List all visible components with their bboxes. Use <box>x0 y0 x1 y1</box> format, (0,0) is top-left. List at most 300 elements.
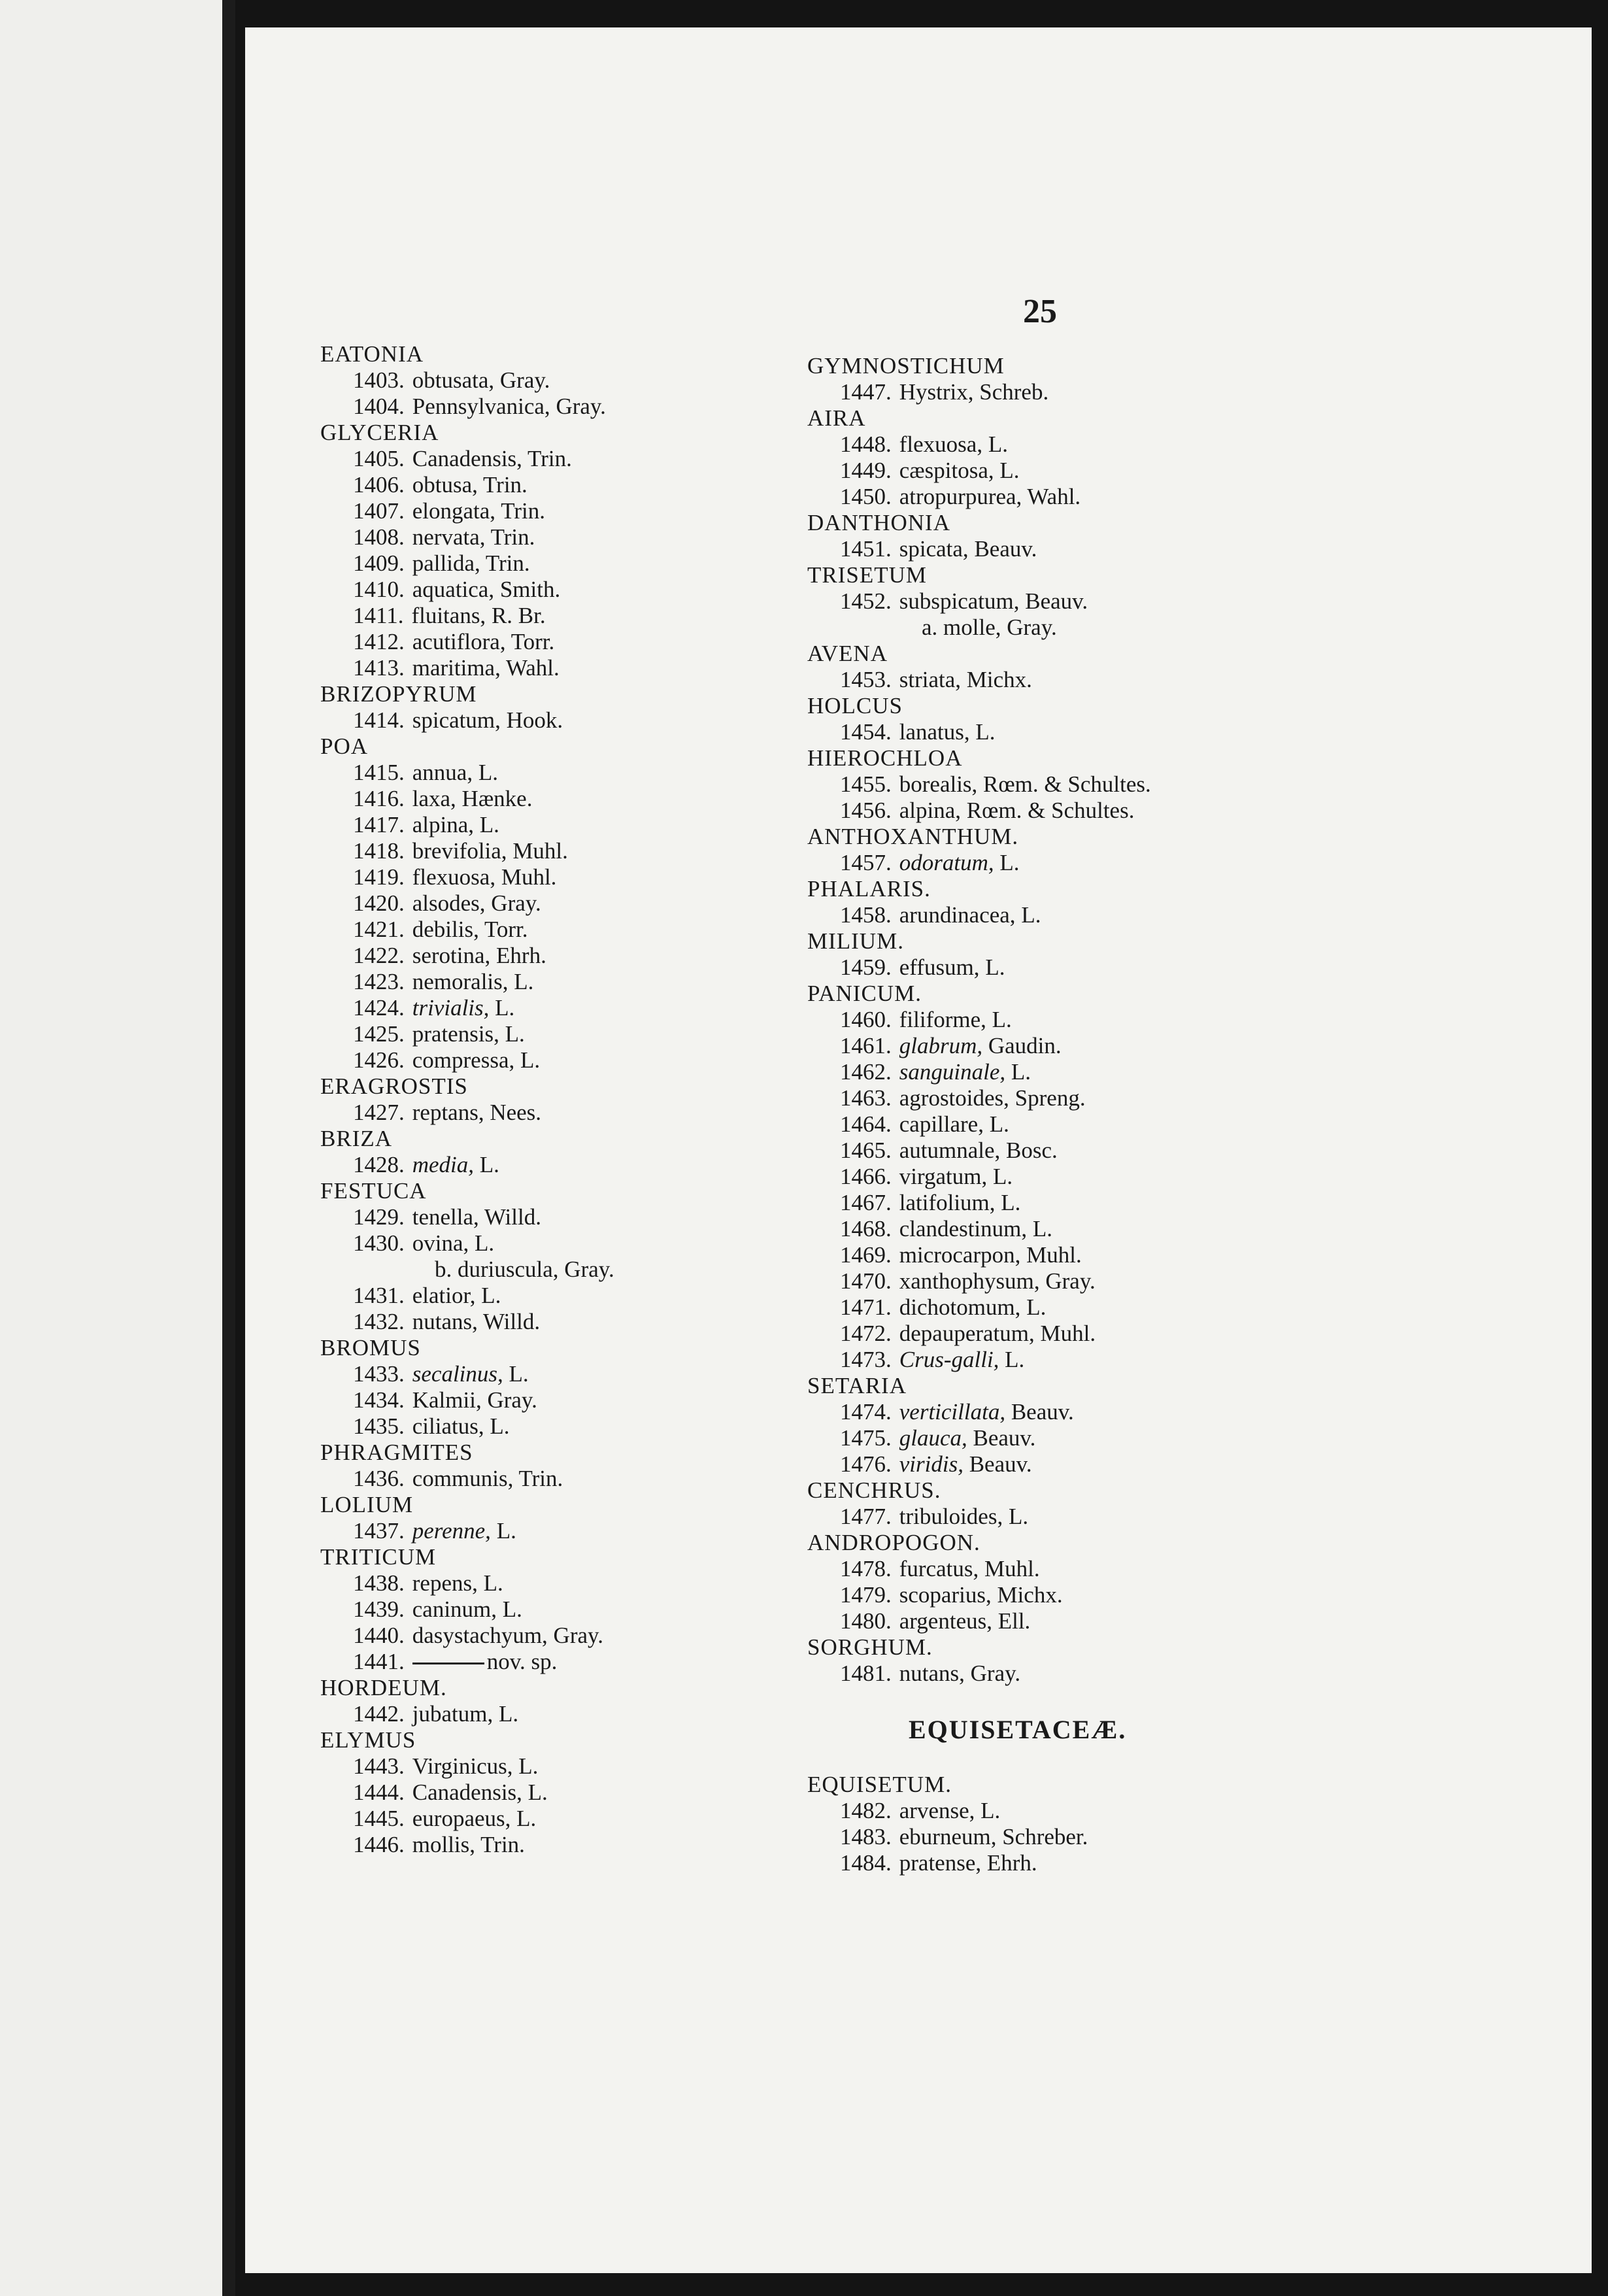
species-entry <box>807 1138 1559 1164</box>
entry-number: 1421. <box>353 917 405 942</box>
entry-number: 1410. <box>353 577 405 602</box>
species-name: alpina, <box>412 812 475 837</box>
species-authority: Bosc. <box>1006 1138 1058 1163</box>
species-authority: Nees. <box>490 1100 542 1125</box>
species-name: maritima, <box>412 655 501 681</box>
species-name: spicatum, <box>412 707 501 733</box>
species-entry <box>807 431 1559 458</box>
entry-number: 1461. <box>840 1033 892 1058</box>
entry-number: 1453. <box>840 667 892 692</box>
species-authority: Muhl. <box>512 838 568 864</box>
entry-number: 1473. <box>840 1347 892 1372</box>
entry-number: 1448. <box>840 431 892 457</box>
species-authority: L. <box>985 954 1005 980</box>
entry-number: 1463. <box>840 1085 892 1111</box>
species-name: secalinus, <box>412 1361 503 1387</box>
species-entry <box>807 902 1559 928</box>
species-name: tribuloides, <box>899 1504 1003 1529</box>
entry-number: 1417. <box>353 812 405 837</box>
species-name: arundinacea, <box>899 902 1016 928</box>
entry-number: 1447. <box>840 379 892 405</box>
species-authority: Beauv. <box>974 536 1037 562</box>
species-authority: Torr. <box>484 917 528 942</box>
entry-number: 1430. <box>353 1230 405 1256</box>
entry-number: 1470. <box>840 1268 892 1294</box>
species-authority: Gray. <box>487 1387 537 1413</box>
species-authority: Gray. <box>564 1257 614 1282</box>
species-name: Canadensis, <box>412 1780 522 1805</box>
species-authority: Gray. <box>556 394 606 419</box>
species-entry <box>807 458 1559 484</box>
species-name: striata, <box>899 667 962 692</box>
species-authority: L. <box>516 1806 537 1831</box>
entry-number: 1443. <box>353 1753 405 1779</box>
species-authority: L. <box>475 1230 495 1256</box>
species-name: nutans, <box>899 1661 965 1686</box>
genus-heading: POA <box>320 734 369 759</box>
species-entry <box>807 1824 1559 1850</box>
entry-number: 1423. <box>353 969 405 994</box>
entry-number: 1464. <box>840 1111 892 1137</box>
species-entry <box>807 1190 1559 1216</box>
species-name: compressa, <box>412 1047 515 1073</box>
entry-number: 1415. <box>353 760 405 785</box>
species-entry <box>807 1268 1559 1294</box>
entry-number: 1408. <box>353 524 405 550</box>
species-name: jubatum, <box>412 1701 494 1727</box>
species-name: lanatus, <box>899 719 970 745</box>
entry-number: 1441. <box>353 1649 405 1674</box>
entry-number: 1475. <box>840 1425 892 1451</box>
species-name: nemoralis, <box>412 969 509 994</box>
species-authority: L. <box>1011 1059 1031 1085</box>
species-name: glauca, <box>899 1425 967 1451</box>
species-name: pratensis, <box>412 1021 499 1047</box>
entry-number: 1482. <box>840 1798 892 1823</box>
entry-number: 1438. <box>353 1570 405 1596</box>
family-heading: EQUISETACEÆ. <box>909 1715 1127 1744</box>
genus-heading: TRITICUM <box>320 1544 437 1570</box>
species-entry <box>807 1294 1559 1321</box>
species-authority: L. <box>495 995 515 1021</box>
genus-heading: BRIZOPYRUM <box>320 681 477 707</box>
entry-number: 1478. <box>840 1556 892 1581</box>
entry-number: 1409. <box>353 550 405 576</box>
species-authority: L. <box>1026 1294 1047 1320</box>
species-authority: Muhl. <box>501 864 557 890</box>
species-name: viridis, <box>899 1451 963 1477</box>
entry-number: 1405. <box>353 446 405 471</box>
ditto-dash <box>412 1663 484 1664</box>
facing-page <box>0 0 222 2296</box>
species-name: verticillata, <box>899 1399 1006 1425</box>
species-name: elongata, <box>412 498 496 524</box>
species-entry <box>807 1347 1559 1373</box>
species-entry <box>807 484 1559 510</box>
entry-number: 1433. <box>353 1361 405 1387</box>
species-name: europaeus, <box>412 1806 511 1831</box>
genus-heading: FESTUCA <box>320 1178 427 1204</box>
species-entry <box>807 667 1559 693</box>
entry-number: 1425. <box>353 1021 405 1047</box>
species-name: repens, <box>412 1570 478 1596</box>
species-name: mollis, <box>412 1832 476 1857</box>
species-authority: L. <box>1001 1190 1021 1215</box>
entry-number: 1431. <box>353 1283 405 1308</box>
species-entry <box>807 1242 1559 1268</box>
species-name: pallida, <box>412 550 480 576</box>
species-name: cæspitosa, <box>899 458 994 483</box>
species-authority: Muhl. <box>1026 1242 1082 1268</box>
species-name: xanthophysum, <box>899 1268 1040 1294</box>
species-entry <box>807 1216 1559 1242</box>
entry-number: 1481. <box>840 1661 892 1686</box>
species-authority: R. Br. <box>491 603 546 628</box>
species-name: clandestinum, <box>899 1216 1028 1241</box>
species-name: sanguinale, <box>899 1059 1006 1085</box>
species-authority: L. <box>992 1007 1012 1032</box>
species-name: eburneum, <box>899 1824 997 1849</box>
species-entry <box>807 1425 1559 1451</box>
entry-number: 1445. <box>353 1806 405 1831</box>
genus-heading: HORDEUM. <box>320 1675 447 1700</box>
species-entry <box>807 1085 1559 1111</box>
genus-heading: PANICUM. <box>807 981 922 1006</box>
species-authority: Trin. <box>480 1832 525 1857</box>
genus-heading: DANTHONIA <box>807 510 950 535</box>
species-authority: Schreb. <box>979 379 1049 405</box>
species-authority: Muhl. <box>1040 1321 1096 1346</box>
genus-heading: GYMNOSTICHUM <box>807 353 1005 379</box>
species-authority: Wahl. <box>1027 484 1081 509</box>
entry-number: 1472. <box>840 1321 892 1346</box>
species-authority: L. <box>1005 1347 1025 1372</box>
genus-heading: SORGHUM. <box>807 1634 933 1660</box>
species-authority: Trin. <box>518 1466 563 1491</box>
genus-heading: AIRA <box>807 405 866 431</box>
species-authority: L. <box>498 1701 519 1727</box>
species-authority: Trin. <box>485 550 530 576</box>
species-name: dasystachyum, <box>412 1623 548 1648</box>
species-authority: L. <box>520 1047 541 1073</box>
entry-number: 1460. <box>840 1007 892 1032</box>
species-authority: Gray. <box>970 1661 1021 1686</box>
entry-number: 1477. <box>840 1504 892 1529</box>
species-entry <box>807 719 1559 745</box>
species-authority: Hook. <box>506 707 563 733</box>
species-name: arvense, <box>899 1798 975 1823</box>
entry-number: 1446. <box>353 1832 405 1857</box>
species-name: microcarpon, <box>899 1242 1021 1268</box>
species-authority: L. <box>1021 902 1041 928</box>
species-authority: Beauv. <box>973 1425 1036 1451</box>
species-name: Crus-galli, <box>899 1347 999 1372</box>
genus-heading: ELYMUS <box>320 1727 416 1753</box>
species-authority: L. <box>992 1164 1013 1189</box>
species-name: obtusa, <box>412 472 478 498</box>
genus-heading: PHRAGMITES <box>320 1440 473 1465</box>
species-name: ciliatus, <box>412 1413 484 1439</box>
species-authority: Gray. <box>553 1623 603 1648</box>
entry-number: 1436. <box>353 1466 405 1491</box>
entry-number: 1416. <box>353 786 405 811</box>
species-authority: Beauv. <box>969 1451 1032 1477</box>
species-authority: Torr. <box>511 629 555 654</box>
variety-entry <box>807 615 1559 641</box>
species-entry <box>807 1321 1559 1347</box>
species-entry <box>807 1164 1559 1190</box>
species-entry <box>807 1399 1559 1425</box>
entry-number: 1452. <box>840 588 892 614</box>
species-entry <box>807 1033 1559 1059</box>
species-name: b. duriuscula, <box>435 1257 559 1282</box>
species-name: nutans, <box>412 1309 478 1334</box>
species-authority: Trin. <box>490 524 535 550</box>
species-authority: Beauv. <box>1025 588 1088 614</box>
species-authority: L. <box>479 812 499 837</box>
entry-number: 1455. <box>840 771 892 797</box>
entry-number: 1426. <box>353 1047 405 1073</box>
species-entry <box>807 1582 1559 1608</box>
species-authority: Ehrh. <box>986 1850 1037 1876</box>
species-entry <box>807 1007 1559 1033</box>
species-entry <box>807 1661 1559 1687</box>
page-number: 25 <box>1023 293 1057 330</box>
species-authority: Spreng. <box>1014 1085 1086 1111</box>
species-entry <box>807 1451 1559 1477</box>
species-name: fluitans, <box>411 603 486 628</box>
entry-number: 1462. <box>840 1059 892 1085</box>
species-authority: Trin. <box>528 446 572 471</box>
entry-number: 1451. <box>840 536 892 562</box>
genus-heading: HIEROCHLOA <box>807 745 963 771</box>
species-name: odoratum, <box>899 850 994 875</box>
species-entry <box>807 588 1559 615</box>
species-entry <box>807 1608 1559 1634</box>
genus-heading: GLYCERIA <box>320 420 439 445</box>
species-authority: Hænke. <box>461 786 533 811</box>
entry-number: 1404. <box>353 394 405 419</box>
entry-number: 1449. <box>840 458 892 483</box>
entry-number: 1483. <box>840 1824 892 1849</box>
genus-heading: LOLIUM <box>320 1492 414 1517</box>
genus-heading: PHALARIS. <box>807 876 931 902</box>
entry-number: 1413. <box>353 655 405 681</box>
entry-number: 1442. <box>353 1701 405 1727</box>
right-column <box>807 353 1559 1876</box>
species-authority: Gray. <box>491 890 541 916</box>
species-name: caninum, <box>412 1596 497 1622</box>
species-authority: L. <box>483 1570 503 1596</box>
entry-number: 1450. <box>840 484 892 509</box>
genus-heading: ANDROPOGON. <box>807 1530 980 1555</box>
genus-heading: TRISETUM <box>807 562 927 588</box>
species-authority: Ehrh. <box>496 943 546 968</box>
species-authority: Muhl. <box>984 1556 1040 1581</box>
entry-number: 1414. <box>353 707 405 733</box>
species-authority: Rœm. & Schultes. <box>966 798 1135 823</box>
species-name: subspicatum, <box>899 588 1020 614</box>
entry-number: 1471. <box>840 1294 892 1320</box>
species-name: virgatum, <box>899 1164 988 1189</box>
species-name: depauperatum, <box>899 1321 1035 1346</box>
species-name: ovina, <box>412 1230 469 1256</box>
entry-number: 1434. <box>353 1387 405 1413</box>
species-name: trivialis, <box>412 995 490 1021</box>
species-entry <box>807 1504 1559 1530</box>
species-name: Canadensis, <box>412 446 522 471</box>
species-authority: L. <box>975 719 996 745</box>
species-name: argenteus, <box>899 1608 992 1634</box>
species-name: Kalmii, <box>412 1387 482 1413</box>
species-authority: Gray. <box>1045 1268 1096 1294</box>
species-entry <box>807 1850 1559 1876</box>
species-authority: Beauv. <box>1011 1399 1074 1425</box>
entry-number: 1459. <box>840 954 892 980</box>
entry-number: 1467. <box>840 1190 892 1215</box>
species-authority: Gray. <box>499 367 550 393</box>
species-name: annua, <box>412 760 473 785</box>
species-authority: L. <box>999 850 1020 875</box>
species-authority: L. <box>509 1361 529 1387</box>
entry-number: 1465. <box>840 1138 892 1163</box>
genus-heading: AVENA <box>807 641 888 666</box>
species-authority: Trin. <box>501 498 545 524</box>
entry-number: 1427. <box>353 1100 405 1125</box>
entry-number: 1403. <box>353 367 405 393</box>
entry-number: 1407. <box>353 498 405 524</box>
species-authority: L. <box>514 969 534 994</box>
entry-number: 1454. <box>840 719 892 745</box>
genus-heading: EATONIA <box>320 341 424 367</box>
entry-number: 1406. <box>353 472 405 498</box>
entry-number: 1466. <box>840 1164 892 1189</box>
species-authority: Rœm. & Schultes. <box>983 771 1151 797</box>
species-entry <box>807 798 1559 824</box>
species-name: nervata, <box>412 524 486 550</box>
species-authority: L. <box>980 1798 1001 1823</box>
entry-number: 1484. <box>840 1850 892 1876</box>
species-name: spicata, <box>899 536 969 562</box>
entry-number: 1440. <box>353 1623 405 1648</box>
species-name: capillare, <box>899 1111 984 1137</box>
species-entry <box>807 850 1559 876</box>
entry-number: 1456. <box>840 798 892 823</box>
species-name: tenella, <box>412 1204 479 1230</box>
species-name: atropurpurea, <box>899 484 1022 509</box>
species-name: acutiflora, <box>412 629 506 654</box>
species-entry <box>807 379 1559 405</box>
species-entry <box>807 536 1559 562</box>
species-authority: Ell. <box>997 1608 1031 1634</box>
species-authority: Willd. <box>483 1309 541 1334</box>
catalogue-page <box>245 27 1592 2273</box>
species-name: effusum, <box>899 954 980 980</box>
species-authority: L. <box>481 1283 501 1308</box>
species-name: alsodes, <box>412 890 486 916</box>
species-entry <box>807 1798 1559 1824</box>
entry-number: 1437. <box>353 1518 405 1544</box>
species-name: scoparius, <box>899 1582 992 1608</box>
species-authority: Schreber. <box>1002 1824 1088 1849</box>
entry-number: 1420. <box>353 890 405 916</box>
entry-number: 1428. <box>353 1152 405 1177</box>
entry-number: 1429. <box>353 1204 405 1230</box>
species-name: autumnale, <box>899 1138 1001 1163</box>
species-entry <box>807 1111 1559 1138</box>
entry-number: 1458. <box>840 902 892 928</box>
species-name: reptans, <box>412 1100 484 1125</box>
species-name: borealis, <box>899 771 978 797</box>
entry-number: 1479. <box>840 1582 892 1608</box>
species-authority: L. <box>478 760 498 785</box>
genus-heading: ANTHOXANTHUM. <box>807 824 1019 849</box>
entry-number: 1439. <box>353 1596 405 1622</box>
species-name: flexuosa, <box>412 864 496 890</box>
entry-number: 1476. <box>840 1451 892 1477</box>
species-name: pratense, <box>899 1850 982 1876</box>
species-name: Pennsylvanica, <box>412 394 550 419</box>
genus-heading: BROMUS <box>320 1335 421 1360</box>
book-gutter <box>222 0 235 2296</box>
entry-number: 1469. <box>840 1242 892 1268</box>
species-name: agrostoides, <box>899 1085 1009 1111</box>
species-authority: L. <box>496 1518 516 1544</box>
genus-heading: MILIUM. <box>807 928 904 954</box>
species-name: brevifolia, <box>412 838 507 864</box>
species-authority: Gray. <box>1007 615 1057 640</box>
species-authority: L. <box>1032 1216 1053 1241</box>
species-authority: L. <box>999 458 1020 483</box>
entry-number: 1474. <box>840 1399 892 1425</box>
species-entry <box>807 1556 1559 1582</box>
genus-heading: EQUISETUM. <box>807 1772 952 1797</box>
species-name: elatior, <box>412 1283 476 1308</box>
species-authority: Trin. <box>483 472 528 498</box>
species-authority: Willd. <box>484 1204 541 1230</box>
species-name: Virginicus, <box>412 1753 513 1779</box>
entry-number: 1432. <box>353 1309 405 1334</box>
species-name: serotina, <box>412 943 491 968</box>
species-name: alpina, <box>899 798 962 823</box>
genus-heading: SETARIA <box>807 1373 907 1398</box>
species-authority: Gaudin. <box>988 1033 1062 1058</box>
species-name: Hystrix, <box>899 379 974 405</box>
species-entry <box>807 954 1559 981</box>
species-authority: L. <box>502 1596 522 1622</box>
species-authority: L. <box>989 1111 1009 1137</box>
entry-number: 1480. <box>840 1608 892 1634</box>
species-name: latifolium, <box>899 1190 996 1215</box>
species-authority: Michx. <box>966 667 1032 692</box>
entry-number: 1468. <box>840 1216 892 1241</box>
species-name: furcatus, <box>899 1556 979 1581</box>
species-entry <box>807 1059 1559 1085</box>
species-authority: L. <box>490 1413 510 1439</box>
species-authority: L. <box>988 431 1008 457</box>
genus-heading: HOLCUS <box>807 693 903 718</box>
species-name: media, <box>412 1152 475 1177</box>
species-authority: L. <box>479 1152 499 1177</box>
species-name: obtusata, <box>412 367 495 393</box>
entry-number: 1412. <box>353 629 405 654</box>
species-name: nov. sp. <box>486 1649 558 1674</box>
species-authority: Wahl. <box>505 655 560 681</box>
genus-heading: CENCHRUS. <box>807 1477 941 1503</box>
entry-number: 1435. <box>353 1413 405 1439</box>
species-authority: L. <box>528 1780 548 1805</box>
species-name: aquatica, <box>412 577 495 602</box>
